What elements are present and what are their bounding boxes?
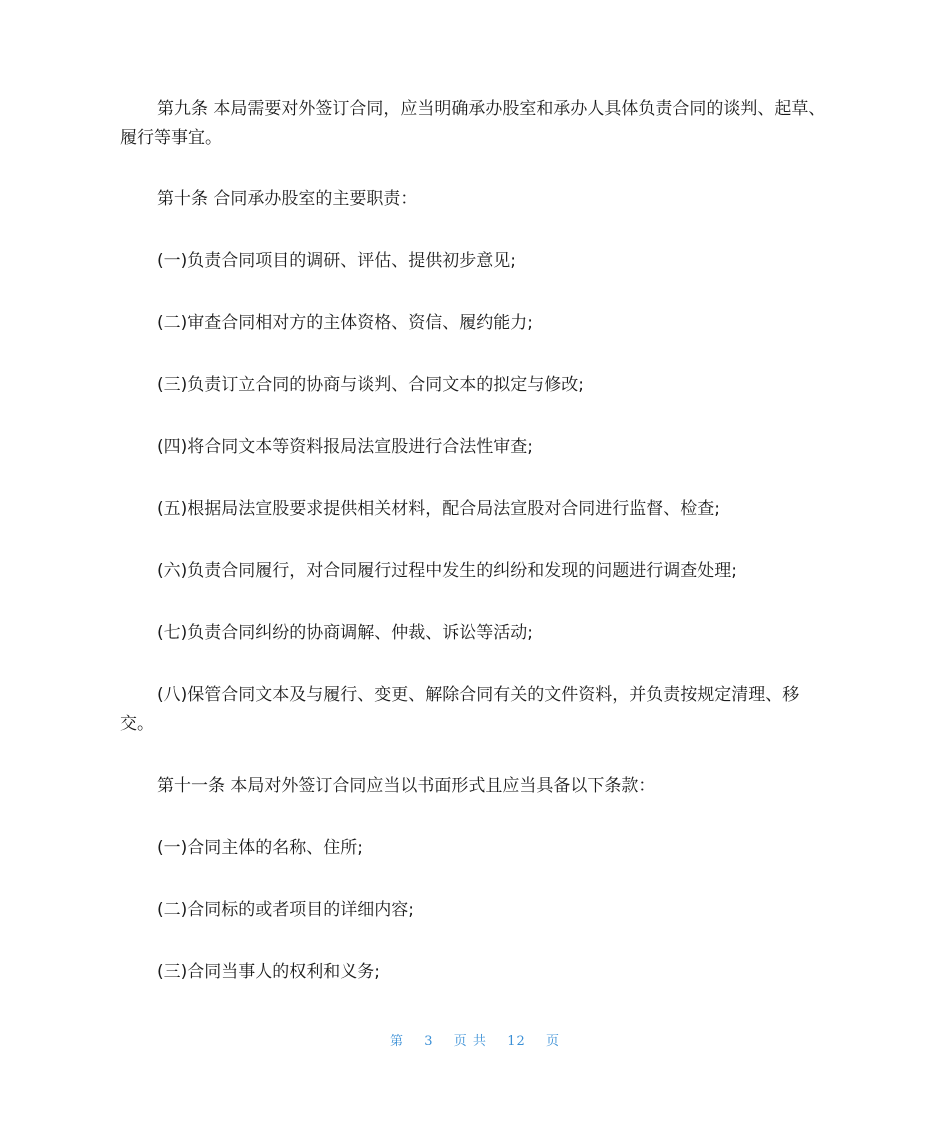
list-item: (六)负责合同履行，对合同履行过程中发生的纠纷和发现的问题进行调查处理; [157,561,737,581]
paragraph-article-11: 第十一条 本局对外签订合同应当以书面形式且应当具备以下条款： [157,776,656,796]
list-item: (一)合同主体的名称、住所; [157,838,363,858]
paragraph-article-9: 第九条 本局需要对外签订合同，应当明确承办股室和承办人具体负责合同的谈判、起草、履行等事宜。 [120,99,826,148]
page-footer [0,1030,950,1049]
paragraph-article-10: 第十条 合同承办股室的主要职责： [157,189,418,209]
list-item: (八)保管合同文本及与履行、变更、解除合同有关的文件资料，并负责按规定清理、移交。 [120,685,800,734]
list-item: (三)合同当事人的权利和义务; [157,962,380,982]
list-item: (二)审查合同相对方的主体资格、资信、履约能力; [157,313,533,333]
list-item: (二)合同标的或者项目的详细内容; [157,900,414,920]
list-item: (三)负责订立合同的协商与谈判、合同文本的拟定与修改; [157,375,584,395]
footer-prefix: 第 [389,1034,404,1049]
list-item: (四)将合同文本等资料报局法宣股进行合法性审查; [157,437,533,457]
list-item: (一)负责合同项目的调研、评估、提供初步意见; [157,251,516,271]
footer-suffix: 页 [546,1034,561,1049]
footer-mid: 页 共 [453,1034,487,1049]
total-pages-number: 12 [507,1034,526,1049]
list-item: (七)负责合同纠纷的协商调解、仲裁、诉讼等活动; [157,623,533,643]
list-item: (五)根据局法宣股要求提供相关材料，配合局法宣股对合同进行监督、检查; [157,499,720,519]
current-page-number: 3 [424,1034,434,1049]
